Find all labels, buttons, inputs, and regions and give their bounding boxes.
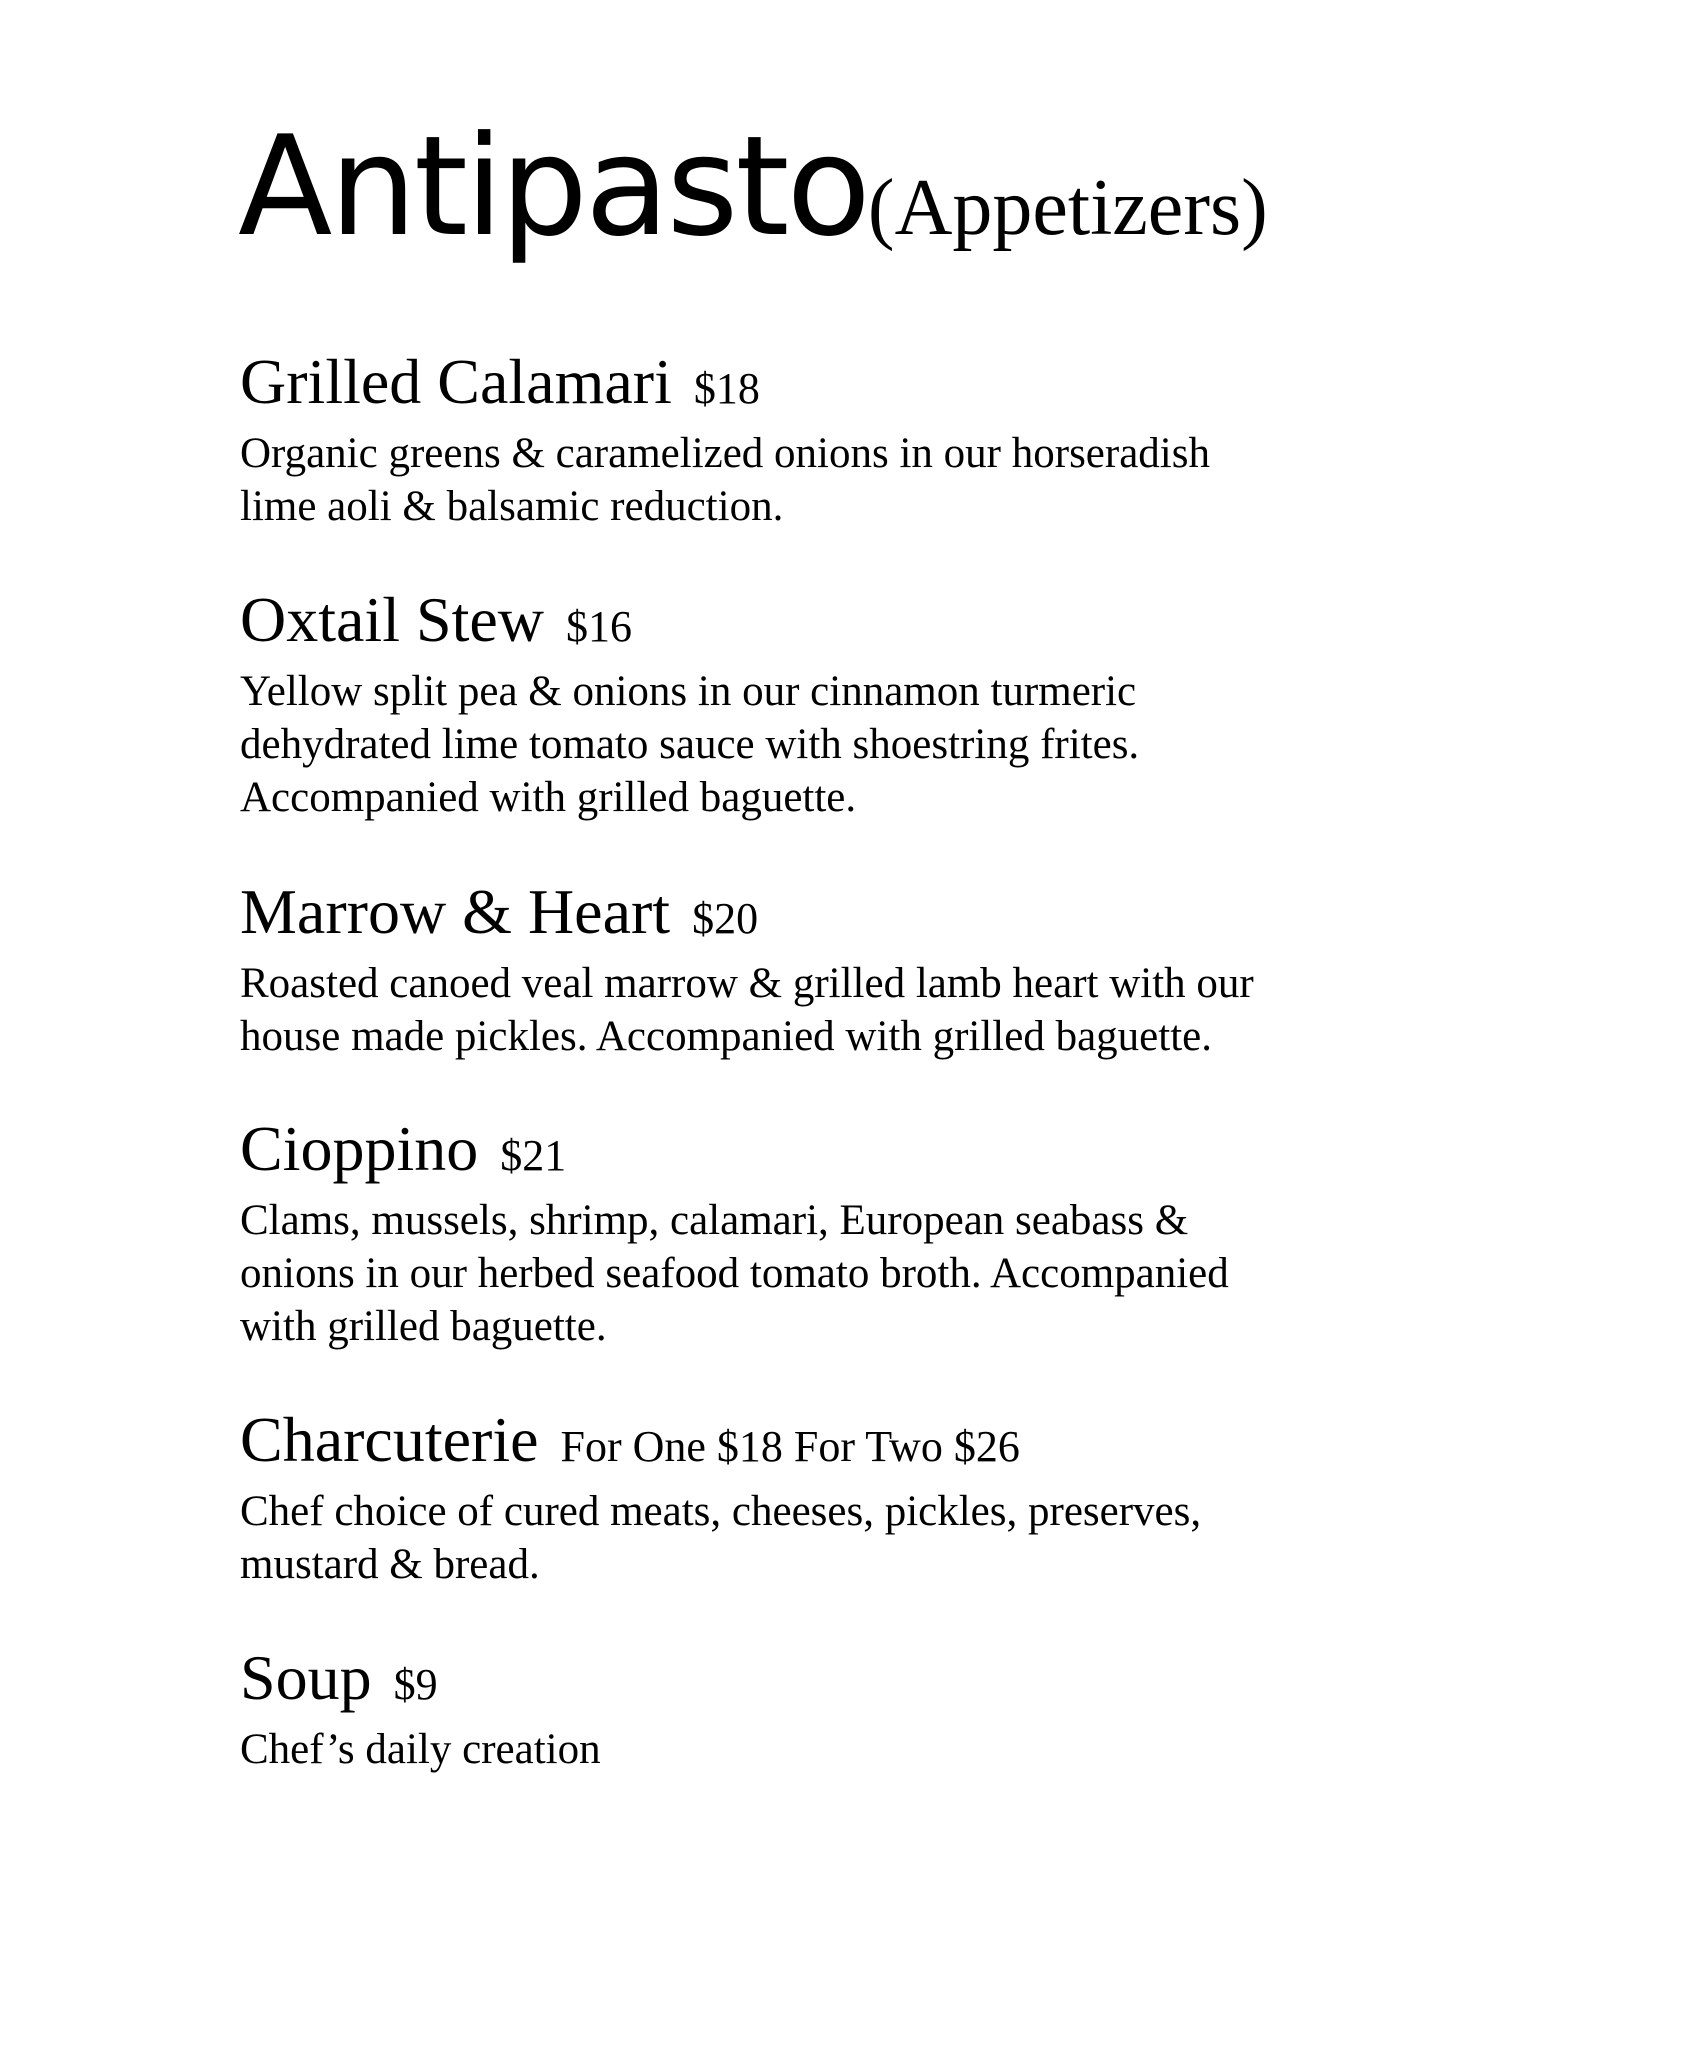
menu-item-description: Roasted canoed veal marrow & grilled lamb heart with our house made pickles. Accompanied with grilled baguette.	[240, 960, 1254, 1060]
menu-item-heading	[240, 584, 1440, 659]
menu-item-name: Soup	[240, 1642, 372, 1713]
menu-item-cioppino	[240, 1113, 1440, 1353]
menu-item-heading	[240, 876, 1440, 951]
menu-item-description: Chef’s daily creation	[240, 1726, 601, 1773]
menu-item-grilled-calamari	[240, 346, 1440, 533]
menu-item-price: $21	[500, 1131, 567, 1180]
title-subtitle: (Appetizers)	[867, 164, 1268, 252]
menu-item-name: Cioppino	[240, 1113, 479, 1184]
menu-item-name: Marrow & Heart	[240, 876, 671, 947]
menu-item-heading	[240, 346, 1440, 421]
menu-item-oxtail-stew	[240, 584, 1440, 824]
menu-item-price: $20	[692, 894, 759, 943]
menu-item-description: Organic greens & caramelized onions in our horseradish lime aoli & balsamic reduction.	[240, 430, 1210, 530]
menu-item-name: Grilled Calamari	[240, 346, 672, 417]
page-title	[238, 106, 1268, 267]
menu-item-price: $18	[693, 364, 760, 413]
title-main: Antipasto	[238, 106, 868, 267]
menu-item-name: Charcuterie	[240, 1404, 539, 1475]
menu-item-charcuterie	[240, 1404, 1440, 1591]
menu-item-description: Chef choice of cured meats, cheeses, pickles, preserves, mustard & bread.	[240, 1488, 1202, 1588]
menu-item-description: Clams, mussels, shrimp, calamari, European seabass & onions in our herbed seafood tomato broth. Accompanied with grilled baguette.	[240, 1197, 1229, 1350]
menu-item-heading	[240, 1642, 1440, 1717]
menu-item-name: Oxtail Stew	[240, 584, 544, 655]
menu-item-price: $9	[393, 1660, 438, 1709]
menu-item-price: For One $18 For Two $26	[560, 1422, 1020, 1471]
menu-item-heading	[240, 1113, 1440, 1188]
menu-item-soup	[240, 1642, 1440, 1776]
menu-item-heading	[240, 1404, 1440, 1479]
menu-item-price: $16	[565, 602, 632, 651]
menu-item-marrow-heart	[240, 876, 1440, 1063]
menu-item-description: Yellow split pea & onions in our cinnamon turmeric dehydrated lime tomato sauce with shoestring frites. Accompanied with grilled baguette.	[240, 668, 1140, 821]
